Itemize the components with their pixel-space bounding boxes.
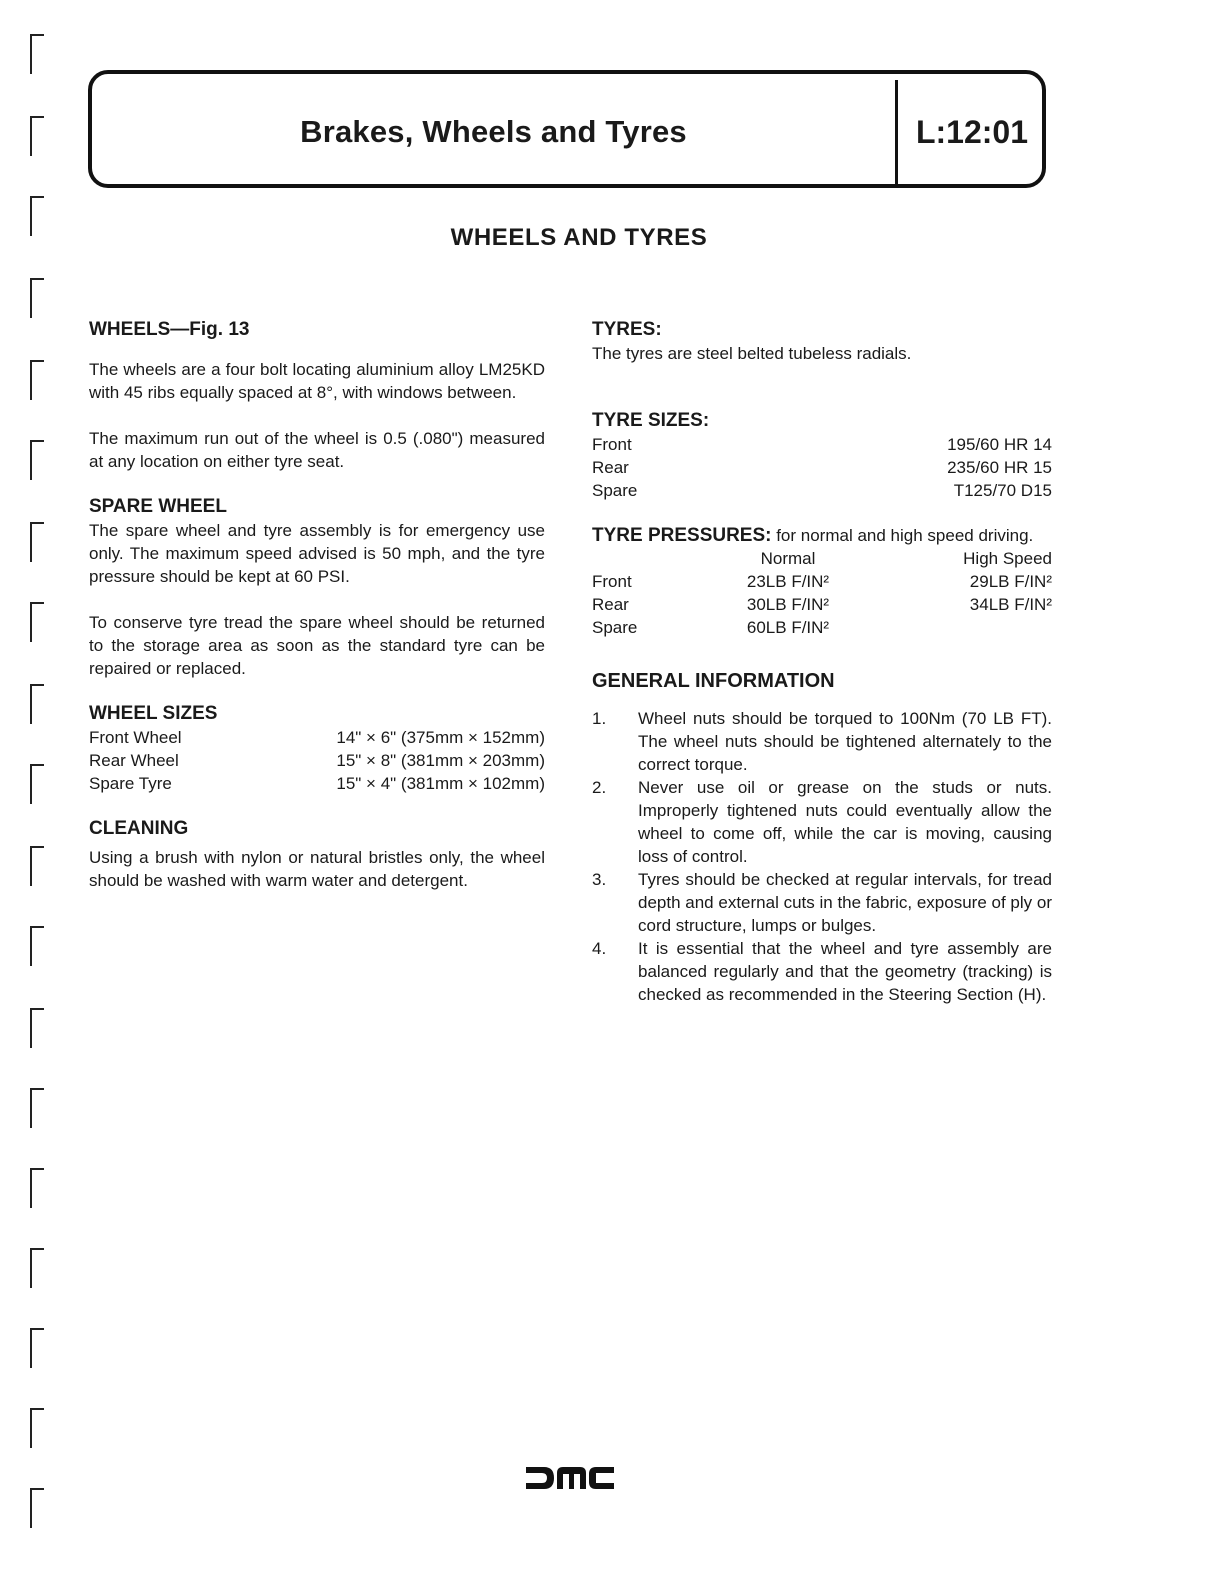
tyre-size-value: 235/60 HR 15 [947,458,1052,477]
pressure-high: 29LB F/IN² [969,572,1052,591]
tyre-pressures-heading: TYRE PRESSURES: [592,525,772,546]
wheel-size-value: 15" × 8" (381mm × 203mm) [336,751,545,770]
col-normal-header: Normal [760,549,816,568]
conserve-paragraph: To conserve tyre tread the spare wheel should be returned to the storage area as soon as the standard tyre can be repaired or replaced. [89,613,545,678]
list-item-text: Never use oil or grease on the studs or nuts. Improperly tightened nuts could eventually allow the wheel to come off, while the car is moving, causing loss of control. [638,778,1052,866]
binder-mark [22,680,44,726]
tyre-pressures-intro-text: for normal and high speed driving. [771,526,1034,545]
binder-mark [22,1004,44,1050]
wheel-size-label: Front Wheel [89,728,182,747]
cleaning-paragraph: Using a brush with nylon or natural bristles only, the wheel should be washed with warm water and detergent. [89,848,545,890]
binder-mark [22,1084,44,1130]
wheel-size-row [89,749,545,772]
pressure-row [592,593,1052,616]
list-item-number: 2. [592,778,607,797]
binder-mark [22,842,44,888]
pressure-label: Front [592,572,632,591]
tyre-size-value: T125/70 D15 [953,481,1052,500]
pressure-row [592,570,1052,593]
left-column [89,318,545,892]
pressure-row [592,616,1052,639]
pressure-high [852,616,1052,639]
wheels-heading: WHEELS—Fig. 13 [89,319,250,340]
list-item-text: Tyres should be checked at regular intervals, for tread depth and external cuts in the fabric, exposure of ply or cord structure, lumps or bulges. [638,870,1052,935]
tyre-size-label: Rear [592,458,629,477]
list-item [592,937,1052,1006]
binder-mark [22,112,44,158]
page-code: L:12:01 [915,114,1029,150]
page-title: WHEELS AND TYRES [450,224,708,251]
tyres-paragraph: The tyres are steel belted tubeless radials. [592,344,912,363]
binder-mark [22,1164,44,1210]
list-item-number: 4. [592,939,607,958]
pressure-high: 34LB F/IN² [969,595,1052,614]
list-item-number: 1. [592,709,607,728]
section-header [88,70,1046,188]
list-item-text: Wheel nuts should be torqued to 100Nm (70 LB FT). The wheel nuts should be tightened alternately to the correct torque. [638,709,1052,774]
spare-wheel-heading: SPARE WHEEL [89,496,227,517]
pressure-normal: 60LB F/IN² [746,618,830,637]
binder-mark [22,1324,44,1370]
binder-mark [22,1484,44,1530]
binder-mark [22,518,44,564]
tyre-size-label: Front [592,435,632,454]
wheel-size-label: Rear Wheel [89,751,179,770]
right-column [592,318,1052,1006]
list-item [592,707,1052,776]
binder-mark [22,436,44,482]
wheel-size-row [89,726,545,749]
tyre-sizes-heading: TYRE SIZES: [592,410,710,431]
tyre-pressures-intro [592,524,1052,547]
binder-mark [22,760,44,806]
list-item-number: 3. [592,870,607,889]
spare-wheel-paragraph: The spare wheel and tyre assembly is for emergency use only. The maximum speed advised is 50 mph, and the tyre pressure should be kept at 60 PSI. [89,521,545,586]
tyre-size-row [592,456,1052,479]
general-info-heading: GENERAL INFORMATION [592,670,835,692]
col-high-header: High Speed [963,549,1052,568]
pressure-header-row [592,547,1052,570]
pressure-normal: 30LB F/IN² [746,595,830,614]
tyre-size-row [592,479,1052,502]
pressure-normal: 23LB F/IN² [746,572,830,591]
wheel-size-label: Spare Tyre [89,774,172,793]
tyre-size-value: 195/60 HR 14 [947,435,1052,454]
cleaning-heading: CLEANING [89,818,189,839]
list-item [592,776,1052,868]
tyre-size-row [592,433,1052,456]
wheel-sizes-heading: WHEEL SIZES [89,703,218,724]
tyres-heading: TYRES: [592,319,662,340]
list-item-text: It is essential that the wheel and tyre assembly are balanced regularly and that the geometry (tracking) is checked as recommended in the Steering Section (H). [638,939,1052,1004]
binder-mark [22,30,44,76]
binder-mark [22,922,44,968]
list-item [592,868,1052,937]
binder-mark [22,1404,44,1450]
tyre-size-label: Spare [592,481,638,500]
wheels-paragraph: The wheels are a four bolt locating aluminium alloy LM25KD with 45 ribs equally spaced at 8°, with windows between. [89,360,545,402]
wheel-size-row [89,772,545,795]
binder-mark [22,356,44,402]
pressure-label: Spare [592,618,638,637]
dmc-logo [524,1464,616,1492]
wheel-size-value: 14" × 6" (375mm × 152mm) [336,728,545,747]
binder-mark [22,598,44,644]
binder-mark [22,274,44,320]
binder-mark [22,1244,44,1290]
section-title: Brakes, Wheels and Tyres [300,114,687,149]
wheel-size-value: 15" × 4" (381mm × 102mm) [336,774,545,793]
pressure-label: Rear [592,595,629,614]
runout-paragraph: The maximum run out of the wheel is 0.5 (.080") measured at any location on either tyre seat. [89,429,545,471]
